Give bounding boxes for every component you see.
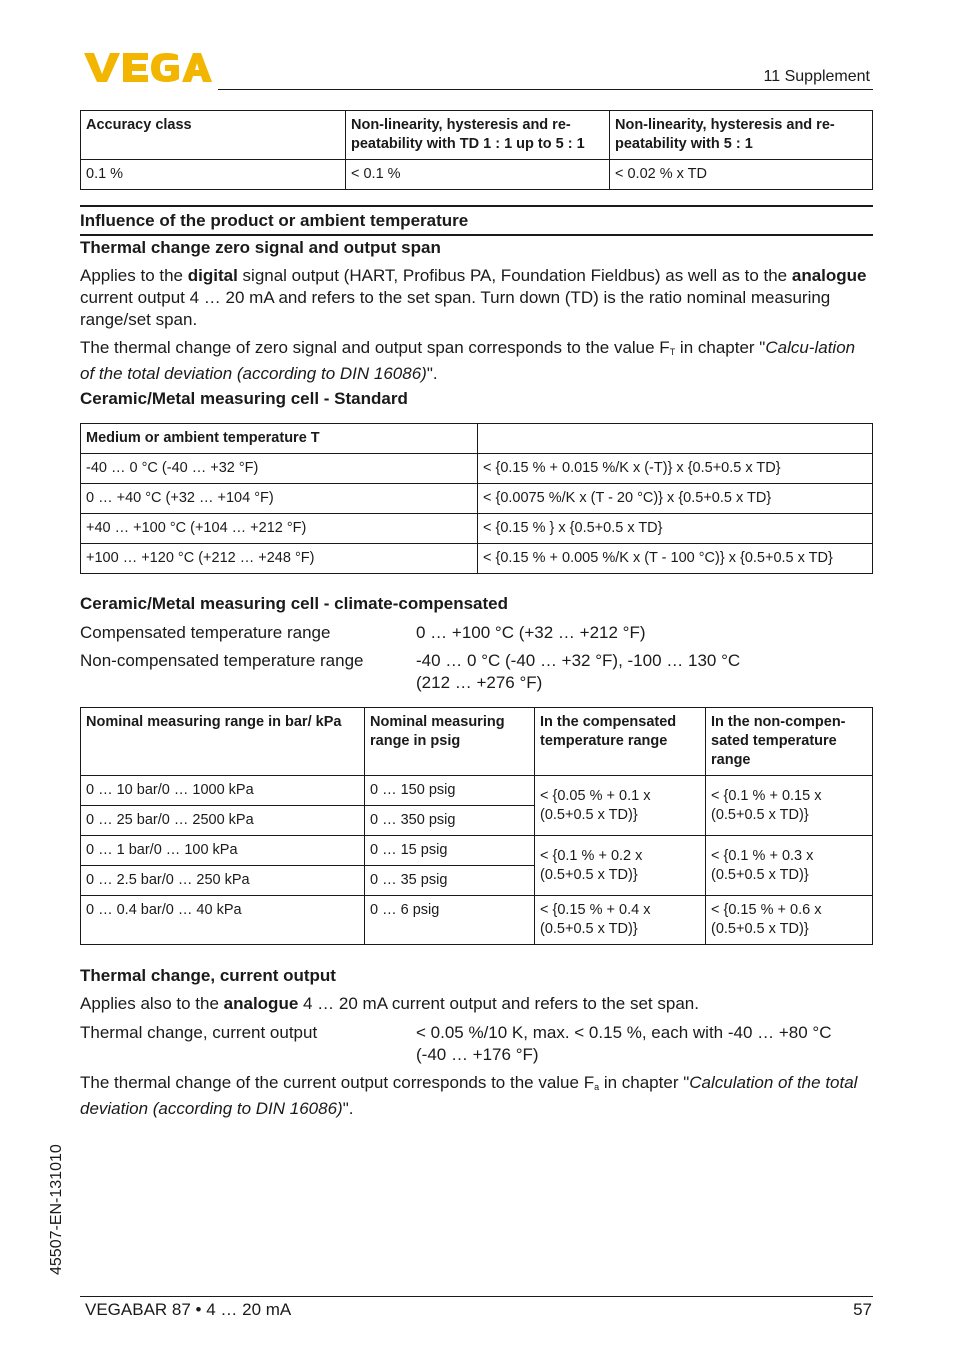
table-cell: < {0.15 % + 0.015 %/K x (-T)} x {0.5+0.5 x TD} [478, 454, 873, 484]
table-cell: < {0.15 % } x {0.5+0.5 x TD} [478, 514, 873, 544]
accuracy-table [80, 110, 873, 190]
section-title: Influence of the product or ambient temperature [80, 211, 469, 230]
table-cell: < 0.02 % x TD [610, 160, 873, 190]
table-cell: < {0.1 % + 0.15 x (0.5+0.5 x TD)} [706, 776, 873, 836]
table-cell: 0 … 350 psig [365, 806, 535, 836]
climate-cell-table [80, 707, 873, 945]
table-cell: +40 … +100 °C (+104 … +212 °F) [81, 514, 478, 544]
standard-cell-heading: Ceramic/Metal measuring cell - Standard [80, 389, 408, 408]
compensated-range-label: Compensated temperature range [80, 623, 331, 642]
table-cell: < 0.1 % [346, 160, 610, 190]
table-cell: 0 … 15 psig [365, 836, 535, 866]
table-header: In the compensated temperature range [535, 708, 706, 776]
table-cell: < {0.15 % + 0.4 x (0.5+0.5 x TD)} [535, 896, 706, 945]
table-cell: -40 … 0 °C (-40 … +32 °F) [81, 454, 478, 484]
paragraph-current-output: Applies also to the analogue 4 … 20 mA current output and refers to the set span. [80, 994, 699, 1013]
table-cell: 0 … 1 bar/0 … 100 kPa [81, 836, 365, 866]
product-name: VEGABAR 87 • 4 … 20 mA [85, 1300, 292, 1319]
table-cell: +100 … +120 °C (+212 … +248 °F) [81, 544, 478, 574]
noncompensated-range-value: -40 … 0 °C (-40 … +32 °F), -100 … 130 °C (212 … +276 °F) [416, 651, 741, 692]
table-row [81, 160, 873, 190]
footer-rule [80, 1296, 873, 1297]
table-cell: 0 … 150 psig [365, 776, 535, 806]
current-output-label: Thermal change, current output [80, 1023, 318, 1042]
page-number: 57 [853, 1300, 872, 1319]
table-row [81, 896, 873, 945]
subsection-title: Thermal change zero signal and output span [80, 238, 441, 257]
paragraph-digital-analogue: Applies to the digital signal output (HART, Profibus PA, Foundation Fieldbus) as well as to the analogue current output 4 … 20 mA and refers to the set span. Turn down (TD) is the ratio nominal measuring range/set span. [80, 266, 867, 329]
table-row [81, 454, 873, 484]
table-header: Non-linearity, hysteresis and re-peatability with 5 : 1 [610, 111, 873, 160]
table-row [81, 484, 873, 514]
table-cell: < {0.0075 %/K x (T - 20 °C)} x {0.5+0.5 x TD} [478, 484, 873, 514]
table-header: Non-linearity, hysteresis and re-peatability with TD 1 : 1 up to 5 : 1 [346, 111, 610, 160]
table-header: In the non-compen-sated temperature range [706, 708, 873, 776]
document-id: 45507-EN-131010 [48, 1144, 65, 1275]
table-cell: < {0.15 % + 0.005 %/K x (T - 100 °C)} x {0.5+0.5 x TD} [478, 544, 873, 574]
table-header: Nominal measuring range in bar/ kPa [81, 708, 365, 776]
table-row [81, 836, 873, 866]
paragraph-current-deviation: The thermal change of the current output corresponds to the value $F_a$ in chapter "Calculation of the total deviation (according to DIN 16086)". [80, 1073, 858, 1118]
noncompensated-range-label: Non-compensated temperature range [80, 651, 364, 670]
table-row [81, 544, 873, 574]
table-row [81, 514, 873, 544]
table-header: Medium or ambient temperature T [81, 424, 478, 454]
table-cell: 0 … 25 bar/0 … 2500 kPa [81, 806, 365, 836]
table-cell: < {0.05 % + 0.1 x (0.5+0.5 x TD)} [535, 776, 706, 836]
header-rule [218, 89, 873, 90]
climate-cell-heading: Ceramic/Metal measuring cell - climate-compensated [80, 594, 508, 613]
section-rule [80, 234, 873, 236]
table-cell: 0.1 % [81, 160, 346, 190]
table-cell: 0 … 10 bar/0 … 1000 kPa [81, 776, 365, 806]
table-cell: < {0.15 % + 0.6 x (0.5+0.5 x TD)} [706, 896, 873, 945]
table-cell: 0 … +40 °C (+32 … +104 °F) [81, 484, 478, 514]
section-rule [80, 205, 873, 207]
current-output-value: < 0.05 %/10 K, max. < 0.15 %, each with -40 … +80 °C (-40 … +176 °F) [416, 1023, 832, 1064]
paragraph-thermal-change: The thermal change of zero signal and output span corresponds to the value $F_T$ in chapter "Calcu-lation of the total deviation (according to DIN 16086)". [80, 338, 856, 383]
table-header: Nominal measuring range in psig [365, 708, 535, 776]
table-cell: < {0.1 % + 0.3 x (0.5+0.5 x TD)} [706, 836, 873, 896]
table-cell: 0 … 0.4 bar/0 … 40 kPa [81, 896, 365, 945]
compensated-range-value: 0 … +100 °C (+32 … +212 °F) [416, 623, 646, 642]
table-cell: 0 … 6 psig [365, 896, 535, 945]
standard-cell-table [80, 423, 873, 574]
table-header [478, 424, 873, 454]
table-cell: 0 … 2.5 bar/0 … 250 kPa [81, 866, 365, 896]
table-row [81, 776, 873, 806]
current-output-heading: Thermal change, current output [80, 966, 336, 985]
table-cell: 0 … 35 psig [365, 866, 535, 896]
table-cell: < {0.1 % + 0.2 x (0.5+0.5 x TD)} [535, 836, 706, 896]
vega-logo [82, 50, 212, 84]
chapter-label: 11 Supplement [763, 68, 870, 85]
table-header: Accuracy class [81, 111, 346, 160]
